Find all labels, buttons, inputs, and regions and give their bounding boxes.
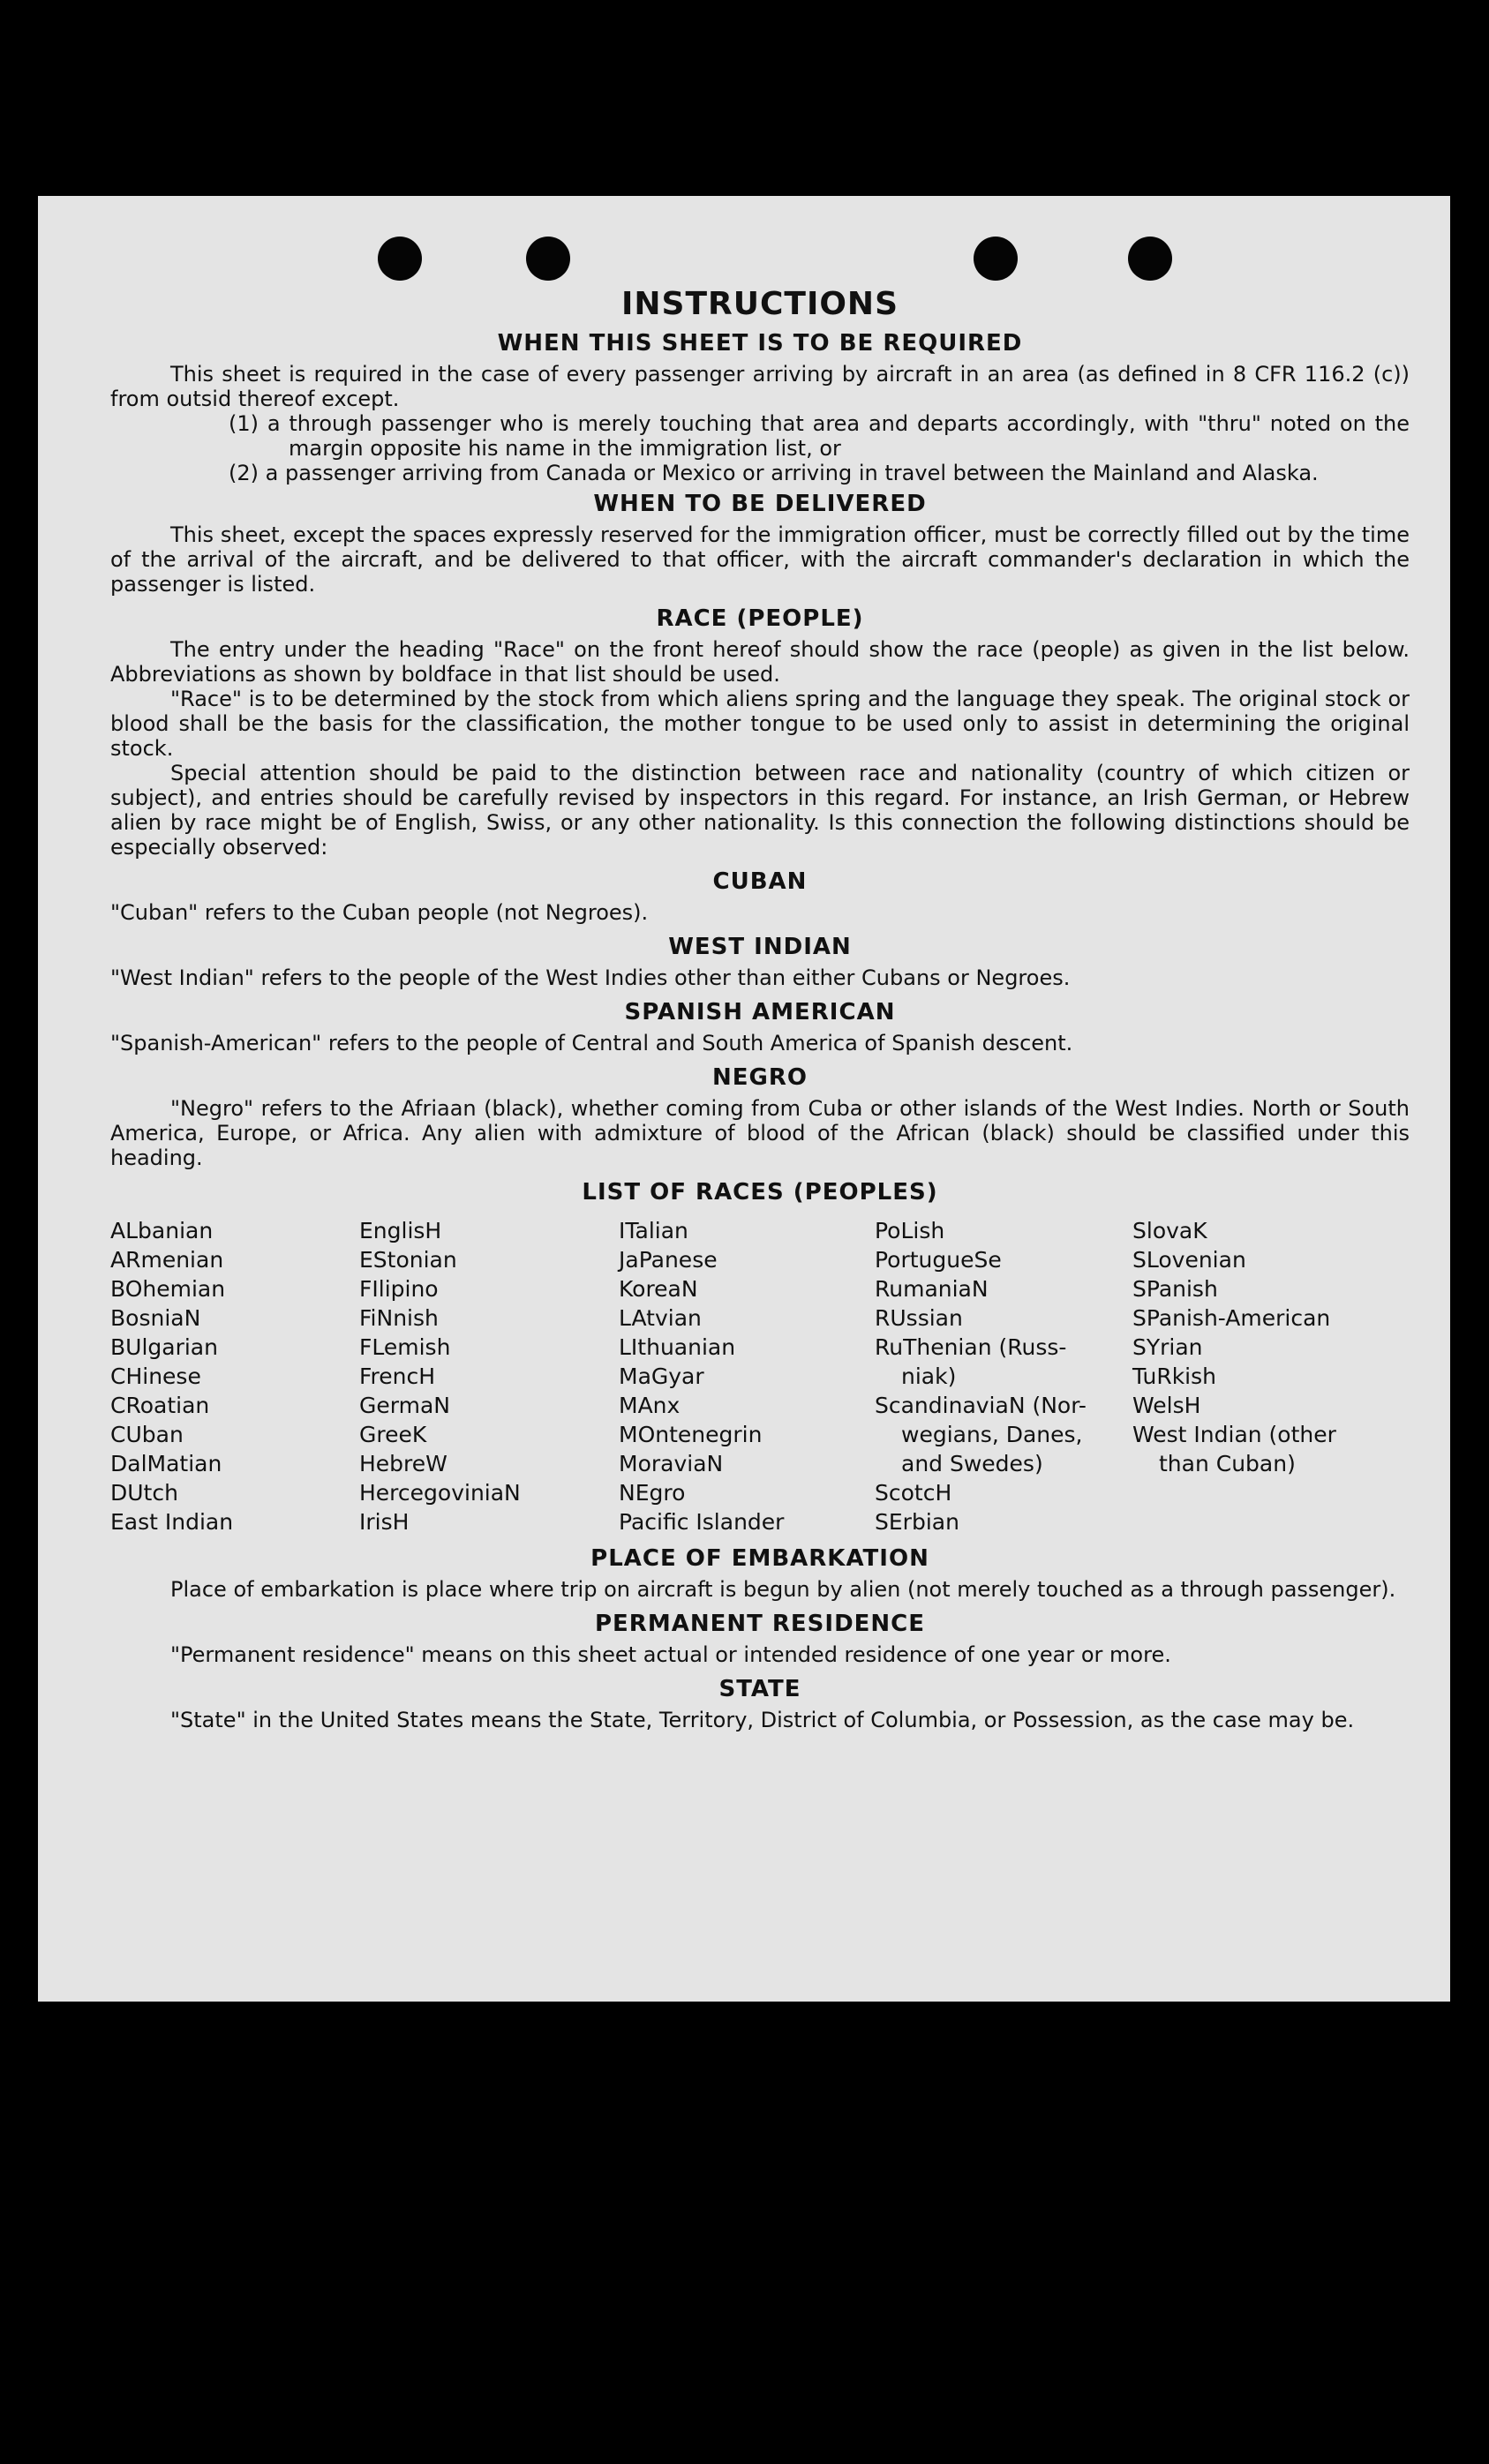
race-item: KoreaN (619, 1276, 698, 1302)
race-item: ScotcH (875, 1480, 952, 1506)
race-item: EnglisH (359, 1218, 442, 1243)
races-column-1 (110, 1216, 359, 1536)
heading-when-required: WHEN THIS SHEET IS TO BE REQUIRED (497, 330, 1023, 357)
race-item: IrisH (359, 1509, 410, 1535)
heading-list-of-races: LIST OF RACES (PEOPLES) (582, 1179, 938, 1206)
race-item: East Indian (110, 1509, 234, 1535)
races-column-5 (1132, 1216, 1410, 1536)
race-item: West Indian (other (1132, 1422, 1336, 1447)
race-item: ALbanian (110, 1218, 214, 1243)
race-item: DUtch (110, 1480, 178, 1506)
race-item: WelsH (1132, 1393, 1201, 1418)
heading-state: STATE (718, 1676, 801, 1702)
race-item: BUlgarian (110, 1334, 218, 1360)
race-item: RumaniaN (875, 1276, 989, 1302)
race-item: PortugueSe (875, 1247, 1002, 1273)
race-item: ScandinaviaN (Nor- (875, 1393, 1087, 1418)
race-item: SPanish-American (1132, 1305, 1331, 1331)
race-item: SLovenian (1132, 1247, 1246, 1273)
race-item: HebreW (359, 1451, 447, 1476)
punch-hole (1128, 237, 1172, 281)
punch-hole (526, 237, 570, 281)
race-item: BosniaN (110, 1305, 201, 1331)
heading-west-indian: WEST INDIAN (668, 934, 852, 960)
residence-text: "Permanent residence" means on this sheet actual or intended residence of one year or more. (170, 1642, 1171, 1667)
races-column-4 (875, 1216, 1132, 1536)
heading-place-of-embarkation: PLACE OF EMBARKATION (590, 1545, 929, 1572)
exception-1: (1) a through passenger who is merely touching that area and departs accordingly, with "thru" noted on the margin opposite his name in the immigration list, or (229, 411, 1410, 461)
state-text: "State" in the United States means the State, Territory, District of Columbia, or Possession, as the case may be. (170, 1708, 1355, 1732)
punch-hole (378, 237, 422, 281)
race-item: FiNnish (359, 1305, 439, 1331)
race-item: LIthuanian (619, 1334, 736, 1360)
race-item: TuRkish (1132, 1363, 1216, 1389)
page-title: INSTRUCTIONS (621, 286, 899, 322)
race-item: MAnx (619, 1393, 681, 1418)
race-item: CRoatian (110, 1393, 210, 1418)
race-item: GreeK (359, 1422, 427, 1447)
punch-hole (974, 237, 1018, 281)
race-item: ITalian (619, 1218, 688, 1243)
heading-permanent-residence: PERMANENT RESIDENCE (594, 1611, 926, 1637)
race-item: PoLish (875, 1218, 945, 1243)
race-item-continued: wegians, Danes, (901, 1422, 1083, 1447)
exception-2: (2) a passenger arriving from Canada or Mexico or arriving in travel between the Mainland and Alaska. (229, 461, 1319, 485)
race-item: ARmenian (110, 1247, 224, 1273)
cuban-text: "Cuban" refers to the Cuban people (not Negroes). (110, 900, 649, 925)
heading-when-delivered: WHEN TO BE DELIVERED (593, 491, 927, 517)
race-item: RUssian (875, 1305, 963, 1331)
heading-race: RACE (PEOPLE) (656, 605, 864, 632)
race-item: NEgro (619, 1480, 686, 1506)
race-item: FrencH (359, 1363, 436, 1389)
race-item: CUban (110, 1422, 184, 1447)
race-item: DalMatian (110, 1451, 222, 1476)
required-intro: This sheet is required in the case of every passenger arriving by aircraft in an area (as defined in 8 CFR 116.2 (c)) from outsid thereof except. (110, 362, 1410, 411)
race-item: FIlipino (359, 1276, 439, 1302)
races-column-3 (619, 1216, 875, 1536)
race-item: FLemish (359, 1334, 451, 1360)
spanish-american-text: "Spanish-American" refers to the people of Central and South America of Spanish descent. (110, 1031, 1073, 1055)
heading-spanish-american: SPANISH AMERICAN (624, 999, 896, 1025)
race-item: EStonian (359, 1247, 457, 1273)
heading-negro: NEGRO (712, 1064, 808, 1091)
race-item: MOntenegrin (619, 1422, 763, 1447)
negro-text: "Negro" refers to the Afriaan (black), whether coming from Cuba or other islands of the West Indies. North or South America, Europe, or Africa. Any alien with admixture of blood of the African (black) should be classified under this heading. (110, 1096, 1410, 1170)
races-column-2 (359, 1216, 619, 1536)
race-item: SErbian (875, 1509, 959, 1535)
race-item: SlovaK (1132, 1218, 1207, 1243)
race-item: BOhemian (110, 1276, 226, 1302)
document-body (110, 284, 1410, 1732)
race-item: GermaN (359, 1393, 450, 1418)
delivered-text: This sheet, except the spaces expressly reserved for the immigration officer, must be correctly filled out by the time of the arrival of the aircraft, and be delivered to that officer, with the aircraft commander's declaration in which the passenger is listed. (110, 522, 1410, 597)
document-page (38, 196, 1450, 2002)
race-item-continued: and Swedes) (901, 1451, 1043, 1476)
west-indian-text: "West Indian" refers to the people of the West Indies other than either Cubans or Negroes. (110, 965, 1071, 990)
race-item: RuThenian (Russ- (875, 1334, 1067, 1360)
race-item-continued: than Cuban) (1159, 1451, 1296, 1476)
race-paragraph-1: The entry under the heading "Race" on the front hereof should show the race (people) as given in the list below. Abbreviations as shown by boldface in that list should be used. (110, 637, 1410, 687)
race-item: HercegoviniaN (359, 1480, 521, 1506)
race-paragraph-2: "Race" is to be determined by the stock from which aliens spring and the language they speak. The original stock or blood shall be the basis for the classification, the mother tongue to be used only to assist in determining the original stock. (110, 687, 1410, 761)
race-item: MaGyar (619, 1363, 704, 1389)
race-item: SPanish (1132, 1276, 1218, 1302)
race-item: CHinese (110, 1363, 201, 1389)
embarkation-text: Place of embarkation is place where trip on aircraft is begun by alien (not merely touched as a through passenger). (170, 1577, 1396, 1602)
race-paragraph-3: Special attention should be paid to the distinction between race and nationality (country of which citizen or subject), and entries should be carefully revised by inspectors in this regard. For instance, an Irish German, or Hebrew alien by race might be of English, Swiss, or any other nationality. Is this connection the following distinctions should be especially observed: (110, 761, 1410, 860)
race-item-continued: niak) (901, 1363, 957, 1389)
races-list (110, 1216, 1410, 1536)
race-item: JaPanese (619, 1247, 718, 1273)
race-item: LAtvian (619, 1305, 702, 1331)
race-item: Pacific Islander (619, 1509, 785, 1535)
race-item: SYrian (1132, 1334, 1203, 1360)
race-item: MoraviaN (619, 1451, 724, 1476)
heading-cuban: CUBAN (712, 868, 808, 895)
